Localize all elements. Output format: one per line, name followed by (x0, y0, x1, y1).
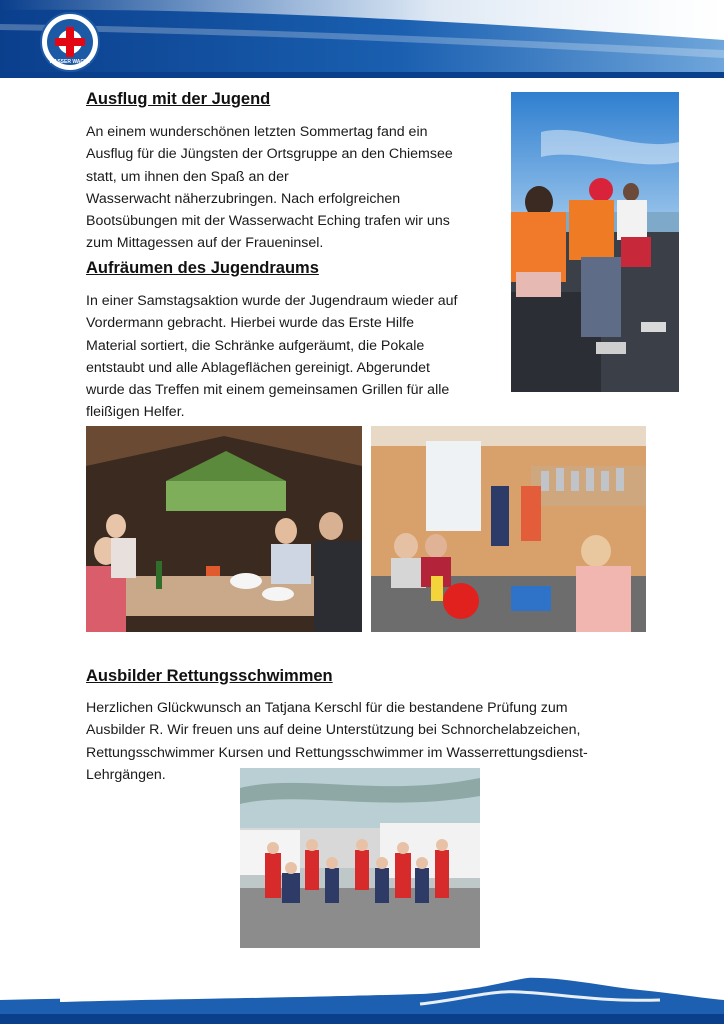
photo-boat-trip (511, 92, 679, 392)
section-title-ausbilder: Ausbilder Rettungsschwimmen (86, 667, 333, 685)
section-title-ausflug: Ausflug mit der Jugend (86, 90, 271, 108)
section-text-ausbilder: Herzlichen Glückwunsch an Tatjana Kerschl für die bestandene Prüfung zum Ausbilder R. Wir freuen uns auf deine Unterstützung bei Schnorchelabzeichen, Rettungsschwimmer Kursen und Rettungsschwimmer im Wasserrettungsdienst- Lehrgängen. (86, 700, 588, 783)
wasserwacht-logo: WASSER WACHT (40, 12, 100, 72)
section-text-ausflug: An einem wunderschönen letzten Sommertag fand ein Ausflug für die Jüngsten der Ortsgruppe an den Chiemsee statt, um ihnen den Spaß an der Wasserwacht näherzubringen. Nach erfolgreichen Bootsübungen mit der Wasserwacht Eching trafen wir uns zum Mittagessen auf der Fraueninsel. (86, 124, 453, 252)
footer-wave-graphic (0, 960, 724, 1024)
section-text-jugendraum: In einer Samstagsaktion wurde der Jugendraum wieder auf Vordermann gebracht. Hierbei wurde das Erste Hilfe Material sortiert, die Schränke aufgeräumt, die Pokale entstaubt und alle Ablageflächen gereinigt. Abgerundet wurde das Treffen mit einem gemeinsamen Grillen für alle fleißigen Helfer. (86, 293, 458, 421)
header-wave-graphic (0, 0, 724, 78)
section-title-jugendraum: Aufräumen des Jugendraums (86, 259, 319, 277)
photo-youth-room (371, 426, 646, 632)
photo-group-rescue-team (240, 768, 480, 948)
page-header (0, 0, 724, 78)
page-footer (0, 960, 724, 1024)
photo-barbecue-hut (86, 426, 362, 632)
